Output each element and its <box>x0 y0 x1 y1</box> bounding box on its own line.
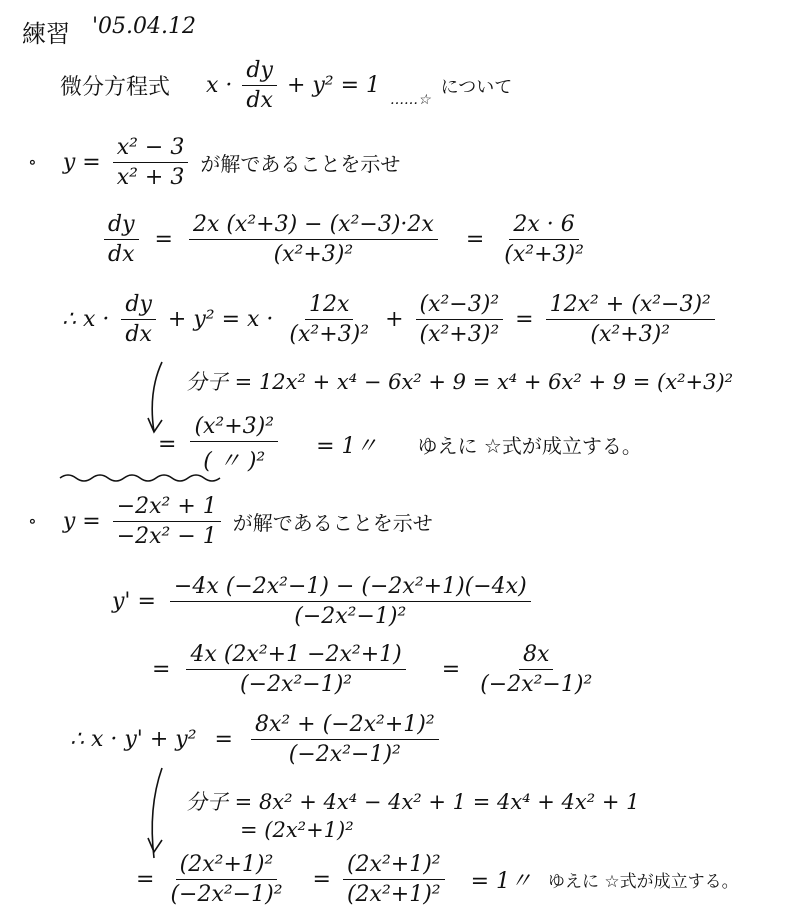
l3-num1: 12x <box>305 292 353 320</box>
p2-l2-lhs: y' = <box>112 589 156 614</box>
l3-plus2: + <box>385 307 404 332</box>
part1-numerator: x² − 3 <box>113 135 189 163</box>
part2-line4 <box>70 712 439 767</box>
l5-result: = 1〃 <box>316 434 378 459</box>
p2-l7-num: (2x²+1)² <box>176 852 278 880</box>
l3-therefore: ∴ x · <box>62 307 110 332</box>
wavy-underline <box>60 475 220 481</box>
part2-fraction <box>113 494 221 549</box>
l3-frac2 <box>416 292 504 347</box>
l3-frac3 <box>546 292 715 347</box>
p2-l2-den: (−2x²−1)² <box>294 604 407 629</box>
l2-eq2: = <box>465 227 485 252</box>
part1-denominator: x² + 3 <box>116 165 185 190</box>
problem-dy: dy <box>242 58 277 86</box>
part2-line6: = (2x²+1)² <box>240 818 354 842</box>
l2-dx: dx <box>108 242 135 267</box>
problem-lhs-right: + y² = 1 <box>286 73 381 98</box>
p2-l4-den: (−2x²−1)² <box>288 742 401 767</box>
part1-line3 <box>62 292 715 347</box>
bracket-arrow-2 <box>152 768 162 858</box>
p2-l3-frac <box>186 642 405 697</box>
problem-statement <box>60 58 512 113</box>
p2-l3-den: (−2x²−1)² <box>240 672 353 697</box>
l3-den3: (x²+3)² <box>590 322 671 347</box>
part1-l2-frac2 <box>500 212 588 267</box>
part2-denominator: −2x² − 1 <box>116 524 217 549</box>
problem-star-note: ……☆ <box>390 91 431 108</box>
problem-dx: dx <box>246 88 273 113</box>
l3-plus: + y² = x · <box>167 307 274 332</box>
header-title: 練習 <box>22 20 70 48</box>
p2-l2-frac <box>170 574 531 629</box>
p2-l7-result: = 1〃 <box>470 869 533 894</box>
p2-l3-frac2 <box>476 642 596 697</box>
part1-header <box>28 135 400 190</box>
p2-l4-eq: = <box>214 727 233 752</box>
problem-suffix: について <box>440 76 513 98</box>
l3-num3: 12x² + (x²−3)² <box>546 292 715 320</box>
p2-l7-eq2: = <box>312 867 331 892</box>
l2-den: (x²+3)² <box>273 242 354 267</box>
p2-l3-den2: (−2x²−1)² <box>480 672 593 697</box>
p2-l4-num: 8x² + (−2x²+1)² <box>251 712 439 740</box>
l5-frac <box>190 414 278 475</box>
part2-bullet: ∘ <box>28 511 37 532</box>
part1-l2-frac <box>189 212 438 267</box>
part2-numerator: −2x² + 1 <box>113 494 221 522</box>
l2-dy: dy <box>104 212 139 240</box>
p2-l3-num: 4x (2x²+1 −2x²+1) <box>186 642 405 670</box>
part1-fraction <box>113 135 189 190</box>
l5-conclusion: ゆえに ☆式が成立する。 <box>417 434 642 458</box>
header-date: '05.04.12 <box>92 14 197 39</box>
l5-eq: = <box>158 432 177 457</box>
p2-l7-frac2 <box>343 852 445 907</box>
part1-line5 <box>158 414 642 475</box>
p2-l3-num2: 8x <box>519 642 553 670</box>
p2-l4-frac <box>251 712 439 767</box>
part1-bullet: ∘ <box>28 152 37 173</box>
l3-eq: = <box>515 307 534 332</box>
part2-line7 <box>136 852 739 907</box>
part2-line5: 分子 = 8x² + 4x⁴ − 4x² + 1 = 4x⁴ + 4x² + 1 <box>186 790 640 814</box>
p2-l7-eq: = <box>136 867 155 892</box>
l5-den: ( 〃 )² <box>203 449 266 474</box>
l3-den1: (x²+3)² <box>289 322 370 347</box>
l3-dy: dy <box>121 292 156 320</box>
part1-l2-lhs <box>104 212 139 267</box>
p2-l7-den: (−2x²−1)² <box>170 882 283 907</box>
l3-den2: (x²+3)² <box>419 322 500 347</box>
p2-l7-num2: (2x²+1)² <box>343 852 445 880</box>
part2-y-eq: y = <box>62 509 101 534</box>
l5-num: (x²+3)² <box>190 414 278 442</box>
p2-l2-num: −4x (−2x²−1) − (−2x²+1)(−4x) <box>170 574 531 602</box>
problem-lhs-left: x · <box>206 73 233 98</box>
p2-l7-frac <box>166 852 286 907</box>
p2-l7-conclusion: ゆえに ☆式が成立する。 <box>548 872 739 892</box>
l2-eq: = <box>154 227 173 252</box>
p2-l3-eq: = <box>152 657 171 682</box>
part2-line3 <box>152 642 596 697</box>
problem-label: 微分方程式 <box>60 75 171 100</box>
l3-frac1 <box>285 292 373 347</box>
part1-prompt: が解であることを示せ <box>200 152 401 176</box>
p2-l7-den2: (2x²+1)² <box>346 882 441 907</box>
l3-dx: dx <box>125 322 152 347</box>
part2-line2 <box>112 574 531 629</box>
p2-l3-eq2: = <box>441 657 461 682</box>
l2-den2: (x²+3)² <box>504 242 584 267</box>
arrow-head-2 <box>148 838 162 852</box>
part2-prompt: が解であることを示せ <box>232 511 433 535</box>
l3-num2: (x²−3)² <box>416 292 504 320</box>
part1-line4: 分子 = 12x² + x⁴ − 6x² + 9 = x⁴ + 6x² + 9 = (x²+3)² <box>186 370 734 394</box>
part2-header <box>28 494 433 549</box>
part1-line2 <box>104 212 588 267</box>
l2-num: 2x (x²+3) − (x²−3)·2x <box>189 212 438 240</box>
part1-y-eq: y = <box>62 150 101 175</box>
l3-derivative <box>121 292 156 347</box>
p2-l4-therefore: ∴ x · y' + y² <box>70 727 197 752</box>
problem-derivative <box>242 58 277 113</box>
l2-num2: 2x · 6 <box>509 212 578 240</box>
